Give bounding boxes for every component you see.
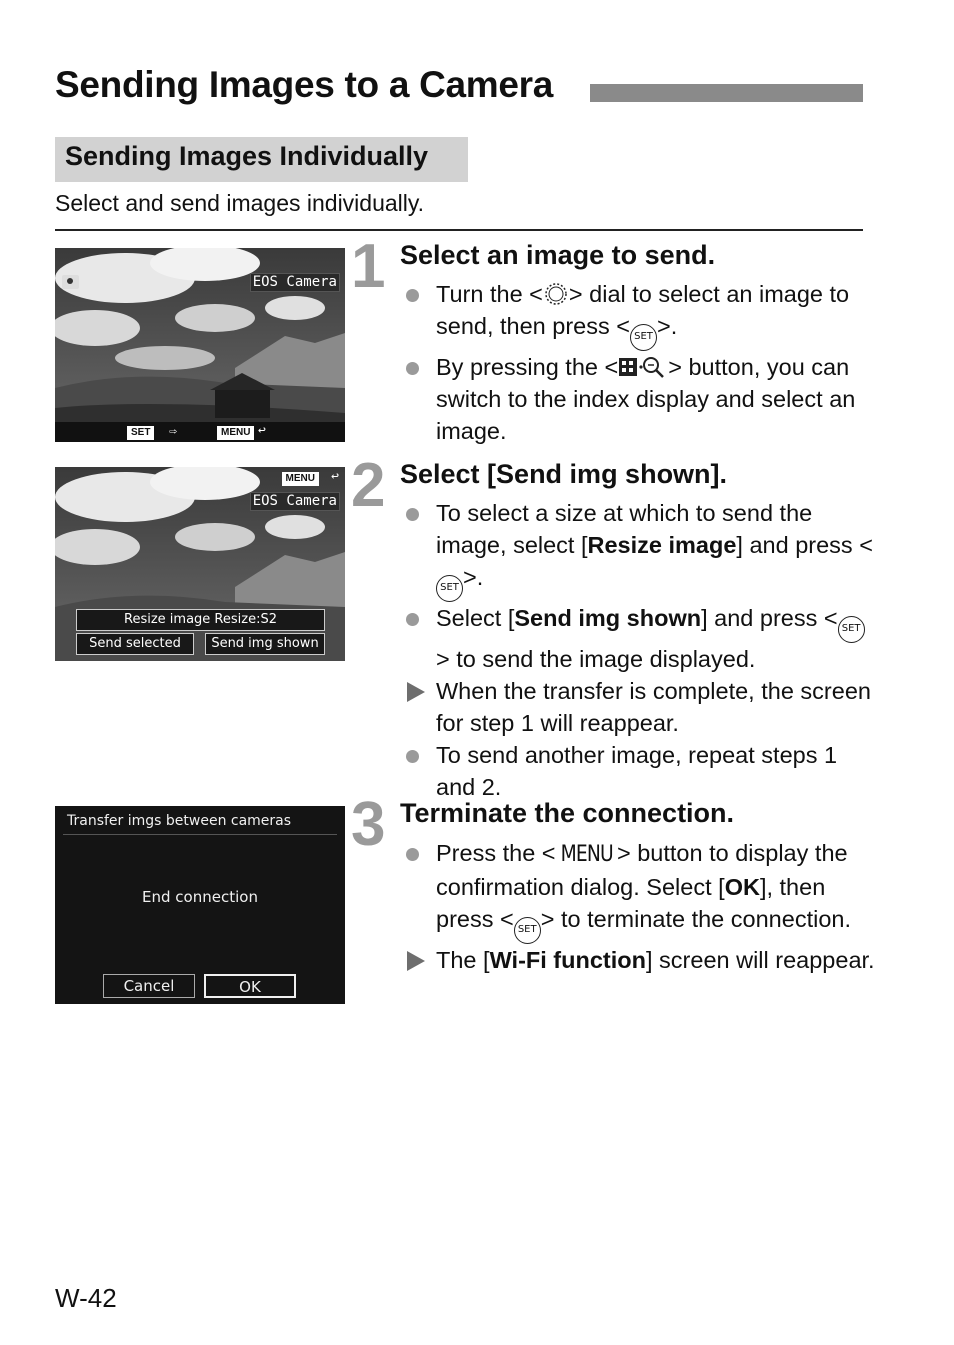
index-magnify-icon bbox=[618, 355, 668, 379]
main-dial-icon bbox=[543, 281, 569, 307]
set-button-icon: SET bbox=[514, 917, 541, 944]
bullet-dot-icon bbox=[405, 602, 429, 634]
set-button-icon: SET bbox=[838, 616, 865, 643]
list-item: By pressing the < > button, you can switch to the index display and select an image. bbox=[405, 351, 875, 447]
dialog-title: Transfer imgs between cameras bbox=[67, 813, 292, 829]
page-number: W-42 bbox=[55, 1283, 117, 1313]
dialog-message: End connection bbox=[142, 888, 258, 906]
step-number-1: 1 bbox=[351, 232, 386, 301]
bullet-dot-icon bbox=[405, 497, 429, 529]
camera-screen-2 bbox=[55, 467, 345, 661]
resize-image-button[interactable]: Resize image Resize:S2 bbox=[76, 609, 325, 631]
camera-screen-1 bbox=[55, 248, 345, 442]
menu-button-icon: MENU bbox=[560, 842, 613, 867]
menu-button-badge: MENU bbox=[282, 472, 319, 486]
set-button-badge: SET bbox=[127, 426, 154, 440]
set-button-icon: SET bbox=[436, 575, 463, 602]
bullet-dot-icon bbox=[405, 351, 429, 383]
list-item: To send another image, repeat steps 1 and 2. bbox=[405, 739, 875, 803]
ok-button[interactable]: OK bbox=[204, 974, 296, 998]
send-img-shown-button[interactable]: Send img shown bbox=[205, 633, 325, 655]
list-item: Select [Send img shown] and press < SET> to send the image displayed. bbox=[405, 602, 875, 675]
step-heading-3: Terminate the connection. bbox=[400, 798, 735, 828]
cancel-button[interactable]: Cancel bbox=[103, 974, 195, 998]
list-item: Press the < MENU > button to display the confirmation dialog. Select [OK], then press < SET > to terminate the connection. bbox=[405, 837, 875, 944]
step-number-3: 3 bbox=[351, 790, 386, 859]
section-heading bbox=[55, 137, 468, 182]
step-heading-1: Select an image to send. bbox=[400, 240, 716, 270]
step-2-list bbox=[405, 497, 875, 803]
return-icon: ↩ bbox=[258, 423, 266, 438]
camera-name-label: EOS Camera bbox=[250, 492, 340, 511]
step-number-2: 2 bbox=[351, 451, 386, 520]
title-decor-bar bbox=[590, 84, 863, 102]
send-icon: ⇨ bbox=[169, 424, 177, 439]
dialog-divider bbox=[63, 834, 337, 835]
camera-icon bbox=[62, 275, 79, 289]
bullet-dot-icon bbox=[405, 278, 429, 310]
list-item: Turn the < > dial to select an image to send, then press < SET >. bbox=[405, 278, 875, 351]
set-button-icon: SET bbox=[630, 324, 657, 351]
bullet-dot-icon bbox=[405, 739, 429, 771]
divider bbox=[55, 229, 863, 231]
intro-text: Select and send images individually. bbox=[55, 190, 425, 216]
result-arrow-icon bbox=[405, 944, 429, 976]
osd-bottom-bar bbox=[55, 422, 345, 442]
step-1-list bbox=[405, 278, 875, 447]
step-3-list bbox=[405, 837, 875, 976]
menu-button-badge: MENU bbox=[217, 426, 254, 440]
bullet-dot-icon bbox=[405, 837, 429, 869]
camera-screen-3 bbox=[55, 806, 345, 1004]
camera-name-label: EOS Camera bbox=[250, 273, 340, 292]
send-selected-button[interactable]: Send selected bbox=[76, 633, 194, 655]
section-heading-text: Sending Images Individually bbox=[65, 141, 429, 171]
list-item: The [Wi-Fi function] screen will reappear. bbox=[405, 944, 875, 976]
page-title: Sending Images to a Camera bbox=[55, 64, 554, 105]
return-icon: ↩ bbox=[331, 469, 339, 484]
list-item: When the transfer is complete, the screen for step 1 will reappear. bbox=[405, 675, 875, 739]
result-arrow-icon bbox=[405, 675, 429, 707]
list-item: To select a size at which to send the image, select [Resize image] and press <SET >. bbox=[405, 497, 875, 602]
step-heading-2: Select [Send img shown]. bbox=[400, 459, 728, 489]
